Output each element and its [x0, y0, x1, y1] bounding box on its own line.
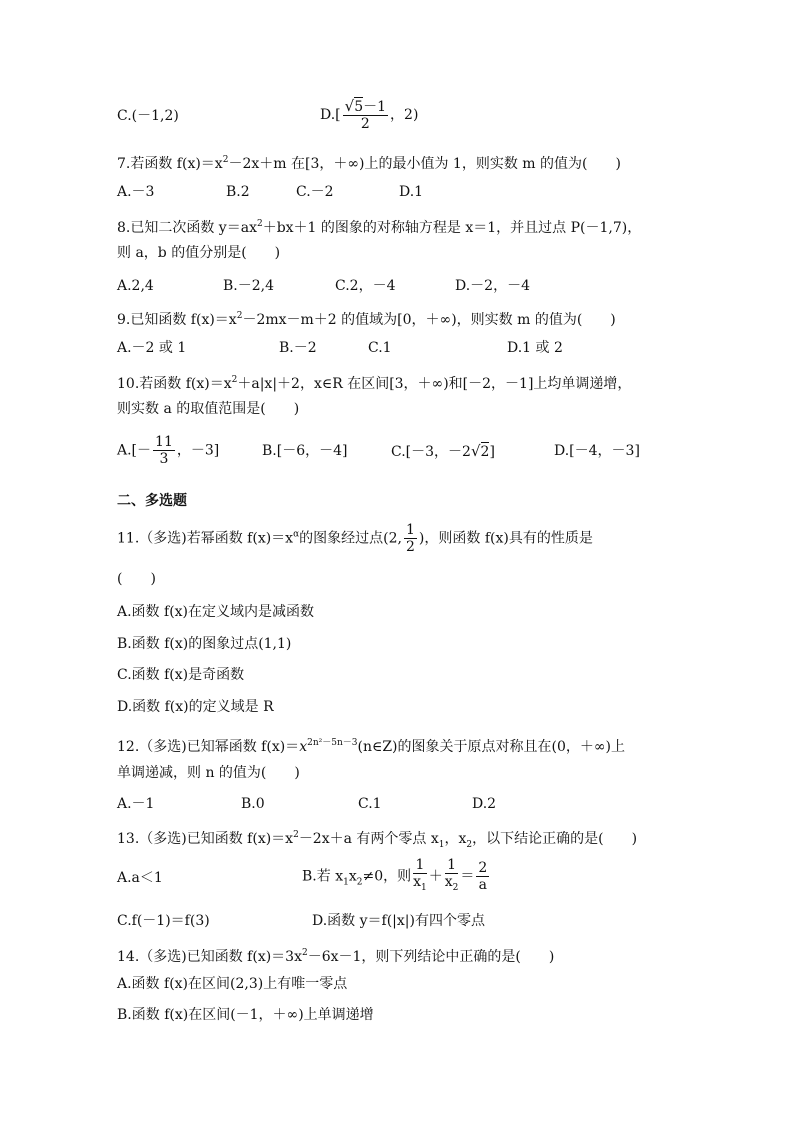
q13-b-fraction-1: $\frac{1}{x_1}$: [413, 857, 427, 893]
q12-stem-cont: 单调递减，则 n 的值为( ): [117, 765, 300, 781]
q9-option-c: C.1: [368, 340, 392, 356]
q6-option-c: C.(－1,2): [117, 108, 179, 124]
q10-option-a: A.[－ $\frac{11}{3}$ ，－3]: [117, 434, 220, 467]
q9-stem: 9.已知函数 $f(x)=x^2-2mx-m+2$ 的值域为[0，＋∞)，则实数 m 的值为( ): [117, 311, 616, 328]
q10-a-fraction: $\frac{11}{3}$: [155, 434, 173, 467]
q11-stem: 11.（多选)若幂函数 $f(x)=x^\alpha$的图象经过点(2, $\frac{1}{2}$ )，则函数 f(x)具有的性质是: [117, 522, 593, 555]
q10-option-c: C.[－3，－2√2]: [391, 442, 495, 460]
q10-stem-cont: 则实数 a 的取值范围是( ): [117, 401, 300, 417]
q6-option-d: D.[ $\frac{√5-1}{2}$ ，2): [320, 97, 419, 132]
q14-option-a: A.函数 f(x)在区间(2,3)上有唯一零点: [117, 976, 348, 992]
q7-option-a: A.－3: [117, 184, 155, 200]
section-heading-multiple-choice: 二、多选题: [117, 493, 187, 509]
q13-b-fraction-3: $\frac{2}{a}$: [478, 860, 488, 893]
q14-option-b: B.函数 f(x)在区间(－1，＋∞)上单调递增: [117, 1007, 374, 1023]
q8-stem-cont: 则 a，b 的值分别是( ): [117, 245, 281, 261]
q9-option-b: B.－2: [279, 340, 317, 356]
q11-option-c: C.函数 f(x)是奇函数: [117, 667, 245, 683]
q13-option-d: D.函数 y＝f(|x|)有四个零点: [312, 913, 485, 929]
q11-answer-paren: ( ): [117, 571, 156, 587]
q13-option-b: B.若 $x_1x_2\ne 0$，则 $\frac{1}{x_1}$ ＋ $\frac{1}{x_2}$ ＝ $\frac{2}{a}$: [302, 857, 491, 896]
q8-option-b: B.－2,4: [223, 278, 275, 294]
q11-option-a: A.函数 f(x)在定义域内是减函数: [117, 604, 315, 620]
q13-option-c: C.f(－1)＝f(3): [117, 913, 210, 929]
q8-option-d: D.－2，－4: [455, 278, 530, 294]
q11-option-d: D.函数 f(x)的定义域是 R: [117, 699, 274, 715]
q12-option-b: B.0: [241, 796, 265, 812]
q12-stem: 12.（多选)已知幂函数 $f(x)=x^{2n^2-5n-3}(n\in Z)$的图象关于原点对称且在(0，＋∞)上: [117, 738, 626, 755]
q6-d-fraction: $\frac{√5-1}{2}$: [344, 97, 387, 132]
q10-option-b: B.[－6，－4]: [262, 443, 348, 459]
q12-option-a: A.－1: [117, 796, 155, 812]
q10-option-d: D.[－4，－3]: [554, 443, 640, 459]
q13-b-fraction-2: $\frac{1}{x_2}$: [444, 857, 459, 893]
q7-option-d: D.1: [399, 184, 424, 200]
q12-option-c: C.1: [358, 796, 382, 812]
q7-option-b: B.2: [226, 184, 250, 200]
q9-option-a: A.－2 或 1: [117, 340, 187, 356]
q8-option-a: A.2,4: [117, 278, 154, 294]
q8-option-c: C.2，－4: [335, 278, 396, 294]
q12-option-d: D.2: [472, 796, 497, 812]
q10-stem: 10.若函数 $f(x)=x^2+a|x|+2$，x∈R 在区间[3，＋∞)和[－2，－1]上均单调递增，: [117, 375, 632, 392]
q7-stem: 7.若函数 $f(x)=x^2-2x+m$ 在[3，＋∞)上的最小值为 1，则实数 m 的值为( ): [117, 155, 621, 172]
q11-fraction: $\frac{1}{2}$: [405, 522, 415, 555]
q7-option-c: C.－2: [296, 184, 334, 200]
q8-stem: 8.已知二次函数 $y=ax^2+bx+1$ 的图象的对称轴方程是 x＝1，并且过点 P(－1,7)，: [117, 219, 642, 236]
q13-option-a: A.a＜1: [117, 870, 163, 886]
q11-option-b: B.函数 f(x)的图象过点(1,1): [117, 636, 292, 652]
q14-stem: 14.（多选)已知函数 $f(x)=3x^2-6x-1$，则下列结论中正确的是( ): [117, 948, 555, 965]
q13-stem: 13.（多选)已知函数 $f(x)=x^2-2x+a$ 有两个零点 $x_1$，$x_2$，以下结论正确的是( ): [117, 830, 638, 850]
q9-option-d: D.1 或 2: [507, 340, 563, 356]
